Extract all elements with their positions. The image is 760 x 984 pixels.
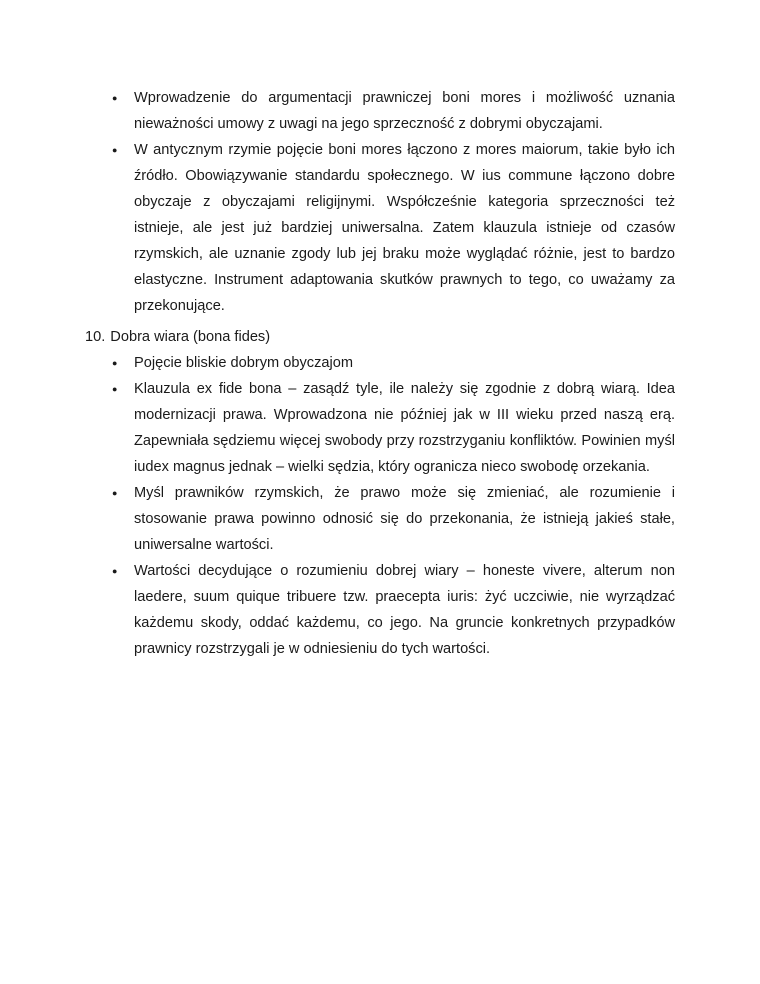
bullet-text: Klauzula ex fide bona – zasądź tyle, ile należy się zgodnie z dobrą wiarą. Idea modernizacji prawa. Wprowadzona nie później jak w III wieku przed naszą erą. Zapewniała sędziemu więcej swobody przy rozstrzyganiu konfliktów. Powinien myśl iudex magnus jednak – wielki sędzia, który ogranicza nieco swobodę orzekania. [134,381,675,475]
bullet-icon: ● [112,384,118,394]
bullet-icon: ● [112,93,118,103]
bullet-text: W antycznym rzymie pojęcie boni mores łączono z mores maiorum, takie było ich źródło. Obowiązywanie standardu społecznego. W ius commune łączono dobre obyczaje z obyczajami religijnymi. Współcześnie kategoria sprzeczności też istnieje, ale jest już bardziej uniwersalna. Zatem klauzula istnieje od czasów rzymskich, ale uznanie zgody lub jej braku może wyglądać różnie, jest to bardzo elastyczne. Instrument adaptowania skutków prawnych to tego, co uważamy za przekonujące. [134,142,675,314]
bullet-text: Wartości decydujące o rozumieniu dobrej wiary – honeste vivere, alterum non laedere, suum quique tribuere tzw. praecepta iuris: żyć uczciwie, nie wyrządzać każdemu skody, oddać każdemu, co jego. Na gruncie konkretnych przypadków prawnicy rozstrzygali je w odniesieniu do tych wartości. [134,563,675,657]
bullet-text: Pojęcie bliskie dobrym obyczajom [134,355,353,371]
section-heading [85,324,675,350]
bullet-text: Wprowadzenie do argumentacji prawniczej boni mores i możliwość uznania nieważności umowy z uwagi na jego sprzeczność z dobrymi obyczajami. [134,90,675,132]
bullet-item [85,558,675,662]
bullet-icon: ● [112,358,118,368]
section-title: Dobra wiara (bona fides) [110,329,271,345]
bullet-item [85,137,675,319]
bullet-icon: ● [112,566,118,576]
bullet-icon: ● [112,145,118,155]
bullet-item [85,480,675,558]
bullet-item [85,376,675,480]
bullet-item [85,350,675,376]
section-bullet-list [85,350,675,662]
intro-bullet-list [85,85,675,319]
bullet-item [85,85,675,137]
bullet-icon: ● [112,488,118,498]
section-number: 10. [85,329,106,345]
bullet-text: Myśl prawników rzymskich, że prawo może się zmieniać, ale rozumienie i stosowanie prawa powinno odnosić się do przekonania, że istnieją jakieś stałe, uniwersalne wartości. [134,485,675,553]
